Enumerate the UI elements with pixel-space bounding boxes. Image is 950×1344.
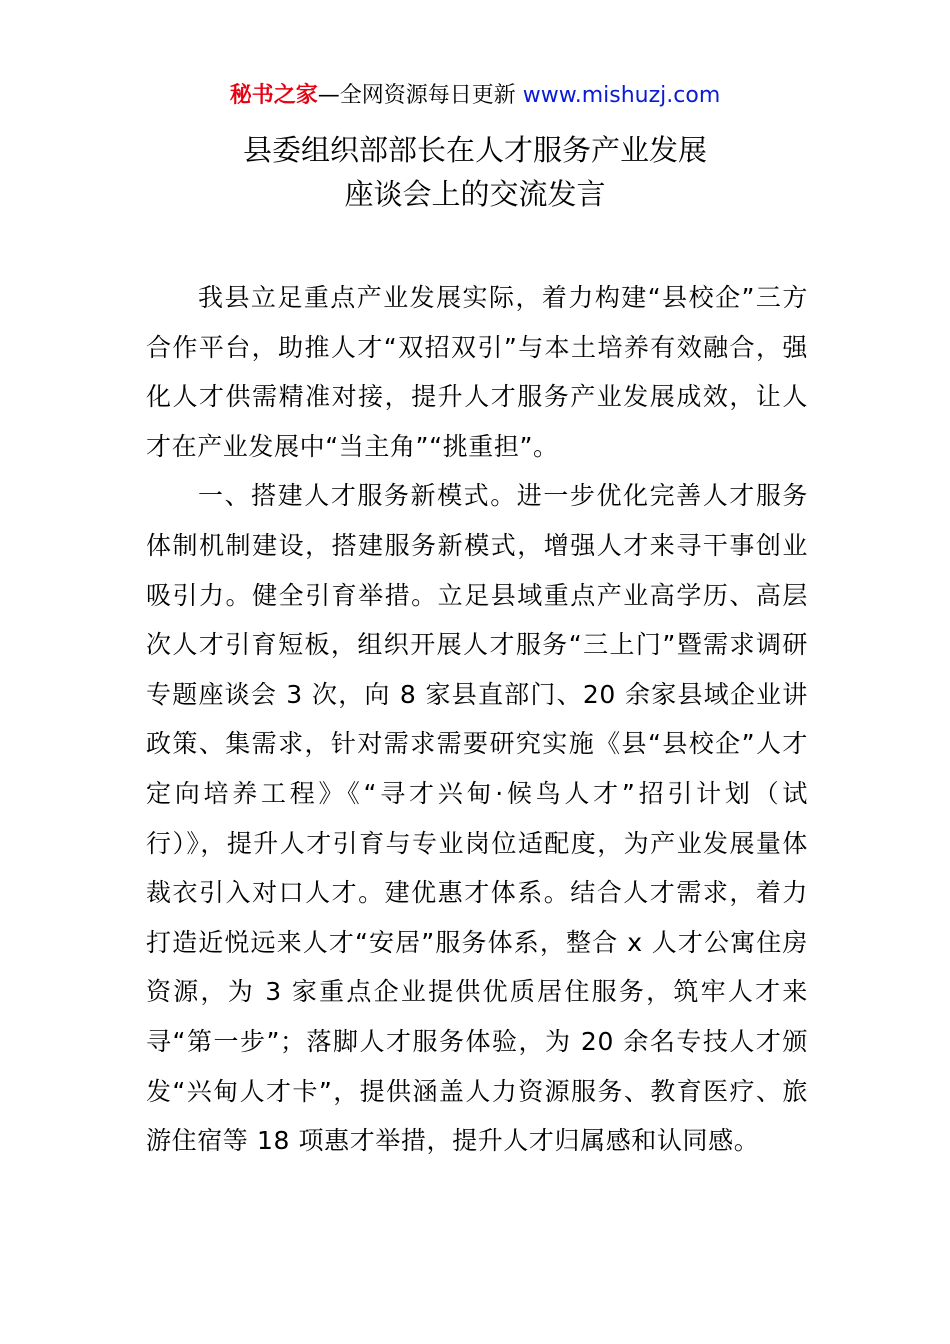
paragraph-intro: 我县立足重点产业发展实际，着力构建“县校企”三方合作平台，助推人才“双招双引”与本土培养有效融合，强化人才供需精准对接，提升人才服务产业发展成效，让人才在产业发展中“当主角”“挑重担”。 [146,283,808,461]
document-title [0,128,950,216]
title-line-2: 座谈会上的交流发言 [344,177,606,211]
site-url-link[interactable]: www.mishuzj.com [522,83,721,108]
site-header [0,82,950,110]
paragraph-section-1: 一、搭建人才服务新模式。进一步优化完善人才服务体制机制建设，搭建服务新模式，增强人才来寻干事创业吸引力。健全引育举措。立足县域重点产业高学历、高层次人才引育短板，组织开展人才服务“三上门”暨需求调研专题座谈会 3 次，向 8 家县直部门、20 余家县域企业讲政策、集需求，针对需求需要研究实施《县“县校企”人才定向培养工程》《“寻才兴甸·候鸟人才”招引计划（试行）》，提升人才引育与专业岗位适配度，为产业发展量体裁衣引入对口人才。建优惠才体系。结合人才需求，着力打造近悦远来人才“安居”服务体系，整合 x 人才公寓住房资源，为 3 家重点企业提供优质居住服务，筑牢人才来寻“第一步”；落脚人才服务体验，为 20 余名专技人才颁发“兴甸人才卡”，提供涵盖人力资源服务、教育医疗、旅游住宿等 18 项惠才举措，提升人才归属感和认同感。 [146,481,808,1156]
brand-name: 秘书之家 [229,83,318,108]
document-body [146,273,808,1166]
header-tagline: —全网资源每日更新 [317,83,523,108]
title-line-1: 县委组织部部长在人才服务产业发展 [242,133,707,167]
